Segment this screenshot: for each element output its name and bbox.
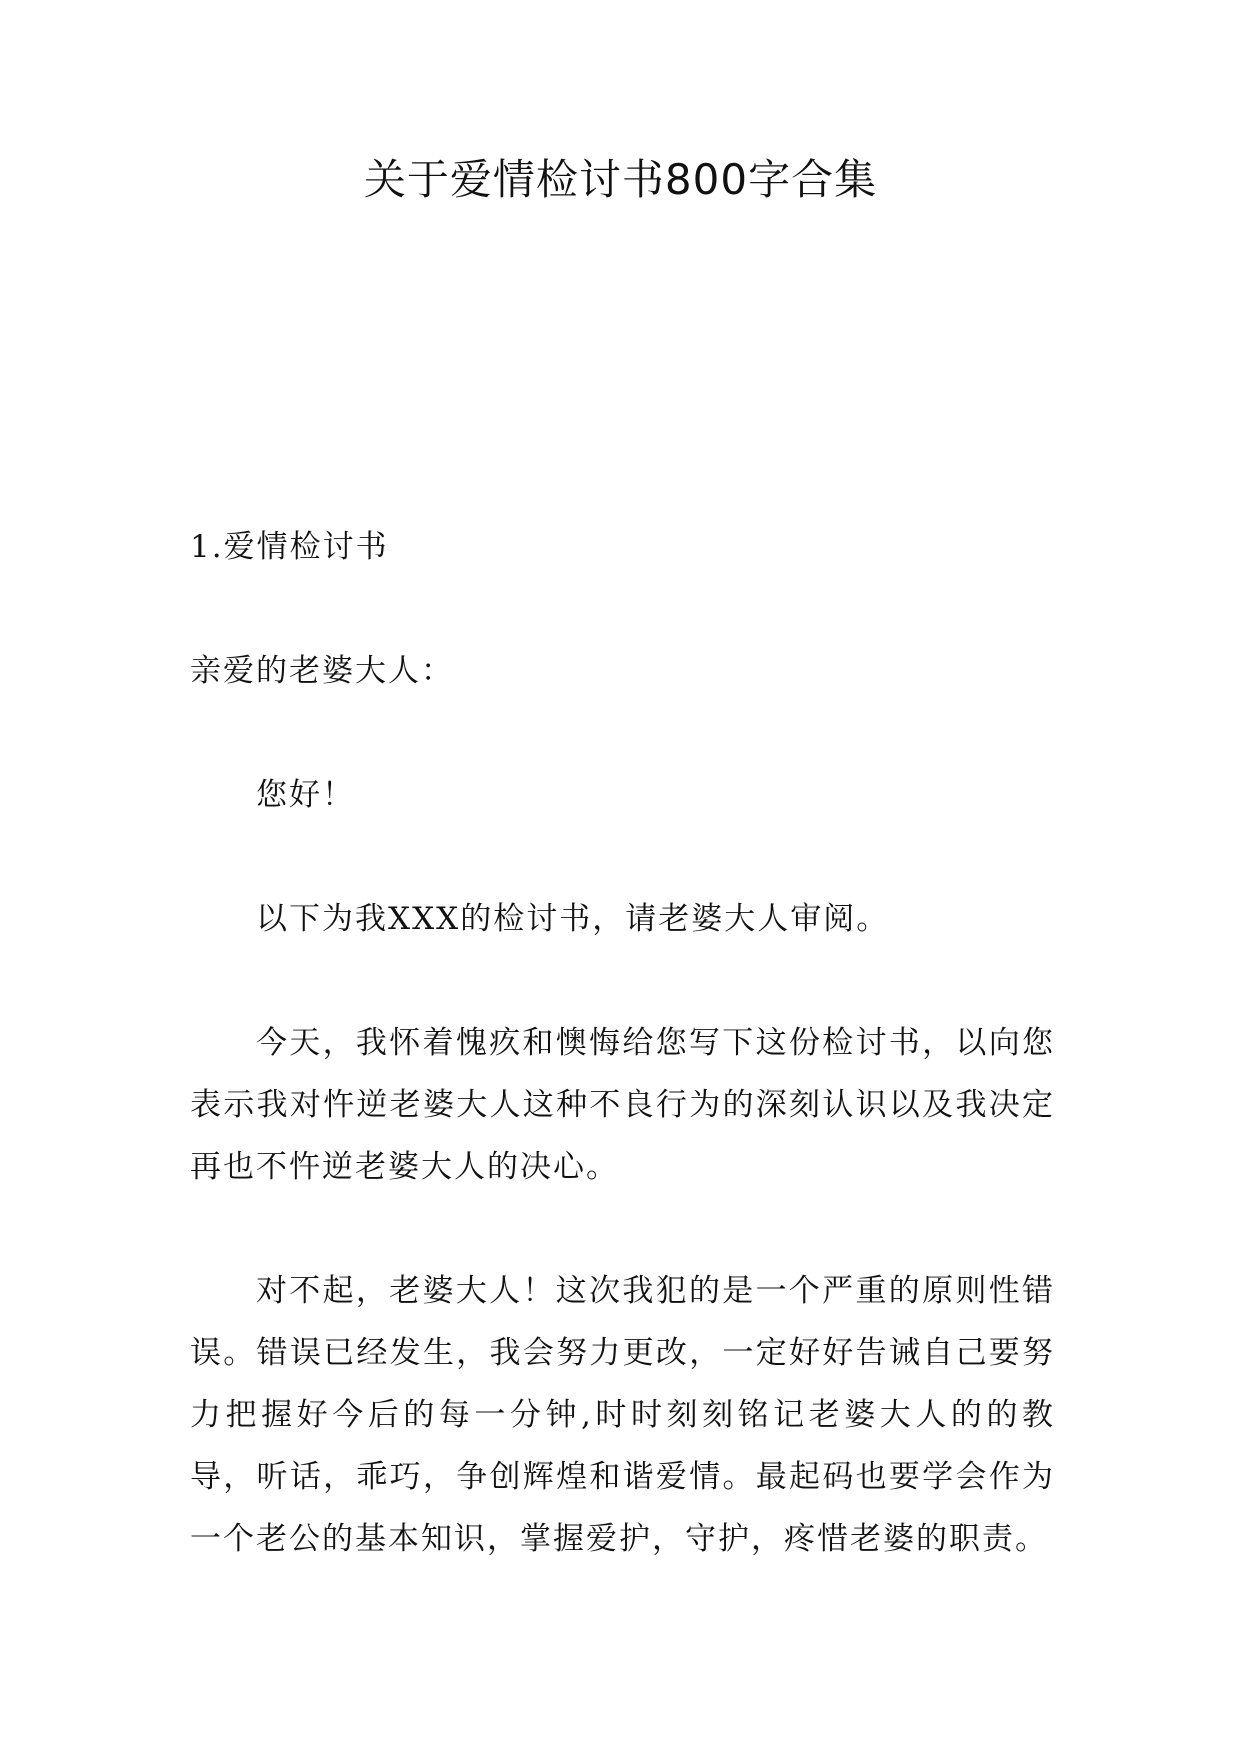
body-paragraph: 今天，我怀着愧疚和懊悔给您写下这份检讨书，以向您表示我对忤逆老婆大人这种不良行为的深刻认识以及我决定再也不忤逆老婆大人的决心。 (190, 1025, 1055, 1185)
document-body (190, 516, 1055, 1632)
body-paragraph: 对不起，老婆大人！这次我犯的是一个严重的原则性错误。错误已经发生，我会努力更改，一定好好告诫自己要努力把握好今后的每一分钟,时时刻刻铭记老婆大人的的教导，听话，乖巧，争创辉煌和谐爱情。最起码也要学会作为一个老公的基本知识，掌握爱护，守护，疼惜老婆的职责。 (190, 1273, 1055, 1557)
greeting: 您好！ (256, 777, 355, 813)
salutation: 亲爱的老婆大人： (190, 653, 454, 689)
section-heading: 1.爱情检讨书 (190, 529, 389, 565)
body-paragraph: 以下为我XXX的检讨书，请老婆大人审阅。 (256, 901, 890, 937)
page-title: 关于爱情检讨书800字合集 (363, 155, 878, 204)
